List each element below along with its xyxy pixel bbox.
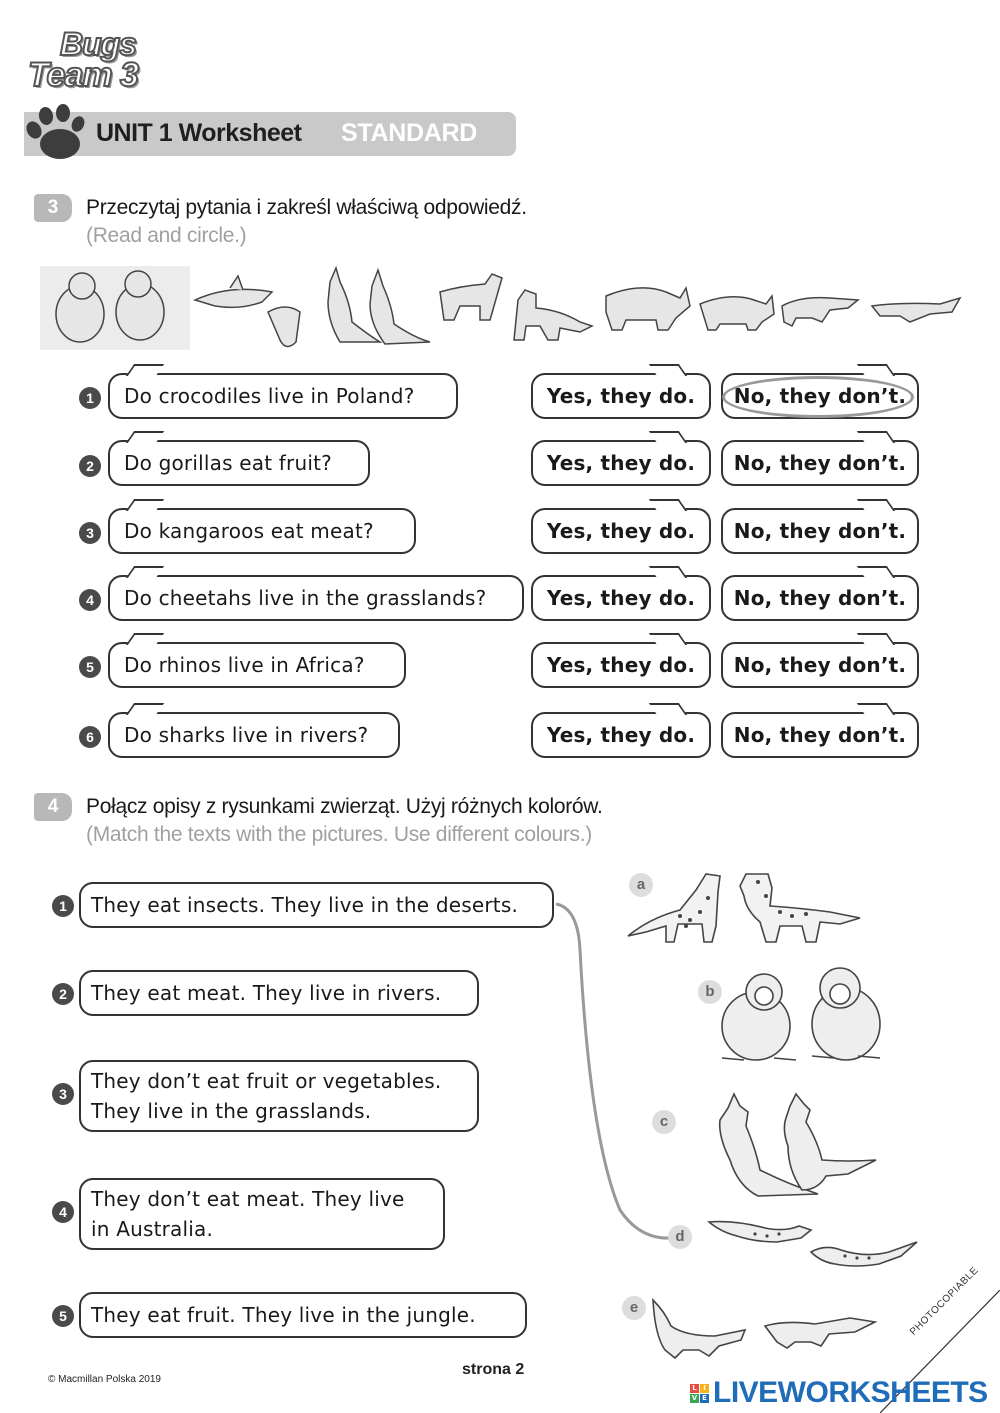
logo-letter: V: [691, 1393, 698, 1402]
question-number: 4: [79, 589, 101, 611]
answer-yes-button[interactable]: Yes, they do.: [531, 575, 711, 621]
paw-icon: [24, 104, 86, 162]
cheetah-icon: [620, 866, 865, 948]
worksheet-level: STANDARD: [341, 119, 478, 147]
answer-no-button[interactable]: No, they don’t.: [721, 642, 919, 688]
crocodile-icon: [645, 1296, 880, 1362]
match-text-box[interactable]: [79, 1292, 527, 1338]
match-text-line: They live in the grasslands.: [91, 1099, 372, 1123]
answer-yes-button[interactable]: Yes, they do.: [531, 373, 711, 419]
liveworksheets-logo-icon: [690, 1384, 709, 1403]
match-text-line: They don’t eat meat. They live: [91, 1187, 405, 1211]
question-bubble: Do cheetahs live in the grasslands?: [108, 575, 524, 621]
picture-label-b: b: [698, 980, 722, 1004]
logo-letter: I: [700, 1384, 709, 1393]
lizard-icon: [705, 1212, 920, 1274]
logo-letter: L: [690, 1384, 699, 1393]
photocopiable-label: PHOTOCOPIABLE: [908, 1265, 981, 1338]
question-bubble: Do gorillas eat fruit?: [108, 440, 370, 486]
question-number: 1: [79, 387, 101, 409]
kangaroo-icon: [328, 268, 430, 344]
logo-letter: E: [700, 1394, 709, 1403]
section-3-subtitle: (Read and circle.): [86, 224, 247, 247]
match-text-line: They eat meat. They live in rivers.: [91, 981, 442, 1005]
question-bubble: Do kangaroos eat meat?: [108, 508, 416, 554]
liveworksheets-wordmark: LIVEWORKSHEETS: [713, 1376, 988, 1409]
answer-no-button[interactable]: No, they don’t.: [721, 508, 919, 554]
worksheet-title: UNIT 1 Worksheet: [96, 119, 302, 147]
kangaroo-icon: [708, 1090, 883, 1202]
crocodile-icon: [782, 298, 960, 326]
liveworksheets-brand: [690, 1376, 988, 1410]
match-text-box[interactable]: [79, 1178, 445, 1250]
match-text-line: They eat insects. They live in the deserts.: [91, 893, 519, 917]
picture-label-e: e: [622, 1296, 646, 1320]
section-4-subtitle: (Match the texts with the pictures. Use different colours.): [86, 823, 592, 846]
question-number: 5: [79, 656, 101, 678]
animals-illustration-strip: [40, 262, 965, 354]
section-4-title: Połącz opisy z rysunkami zwierząt. Użyj różnych kolorów.: [86, 795, 603, 818]
answer-no-button[interactable]: No, they don’t.: [721, 712, 919, 758]
bugs-team-logo: [28, 26, 173, 96]
match-text-line: in Australia.: [91, 1217, 214, 1241]
section-3-title: Przeczytaj pytania i zakreśl właściwą odpowiedź.: [86, 196, 527, 219]
answer-circle-mark: [722, 376, 914, 418]
page-number: strona 2: [462, 1361, 525, 1378]
shark-icon: [195, 276, 300, 347]
answer-no-button[interactable]: No, they don’t.: [721, 373, 919, 419]
answer-yes-button[interactable]: Yes, they do.: [531, 642, 711, 688]
rhino-icon: [606, 288, 774, 330]
text-number: 1: [52, 895, 74, 917]
text-number: 3: [52, 1083, 74, 1105]
question-number: 2: [79, 455, 101, 477]
match-text-line: They don’t eat fruit or vegetables.: [91, 1069, 442, 1093]
section-4-number: 4: [34, 793, 72, 821]
question-bubble: Do sharks live in rivers?: [108, 712, 400, 758]
question-bubble: Do crocodiles live in Poland?: [108, 373, 458, 419]
picture-label-d: d: [668, 1225, 692, 1249]
answer-yes-button[interactable]: Yes, they do.: [531, 712, 711, 758]
question-bubble: Do rhinos live in Africa?: [108, 642, 406, 688]
copyright-notice: © Macmillan Polska 2019: [48, 1374, 161, 1385]
picture-label-c: c: [652, 1110, 676, 1134]
match-text-box[interactable]: [79, 882, 554, 928]
section-3-number: 3: [34, 194, 72, 222]
question-number: 6: [79, 726, 101, 748]
answer-no-button[interactable]: No, they don’t.: [721, 575, 919, 621]
match-text-line: They eat fruit. They live in the jungle.: [91, 1303, 476, 1327]
gorilla-icon: [708, 958, 898, 1070]
match-text-box[interactable]: [79, 970, 479, 1016]
logo-line-2: Team 3: [28, 56, 138, 94]
text-number: 5: [52, 1305, 74, 1327]
logo-line-1: Bugs: [60, 26, 136, 62]
text-number: 2: [52, 983, 74, 1005]
answer-yes-button[interactable]: Yes, they do.: [531, 508, 711, 554]
match-text-box[interactable]: [79, 1060, 479, 1132]
text-number: 4: [52, 1201, 74, 1223]
cheetah-icon: [440, 274, 592, 340]
answer-no-button[interactable]: No, they don’t.: [721, 440, 919, 486]
picture-label-a: a: [629, 873, 653, 897]
answer-yes-button[interactable]: Yes, they do.: [531, 440, 711, 486]
question-number: 3: [79, 522, 101, 544]
